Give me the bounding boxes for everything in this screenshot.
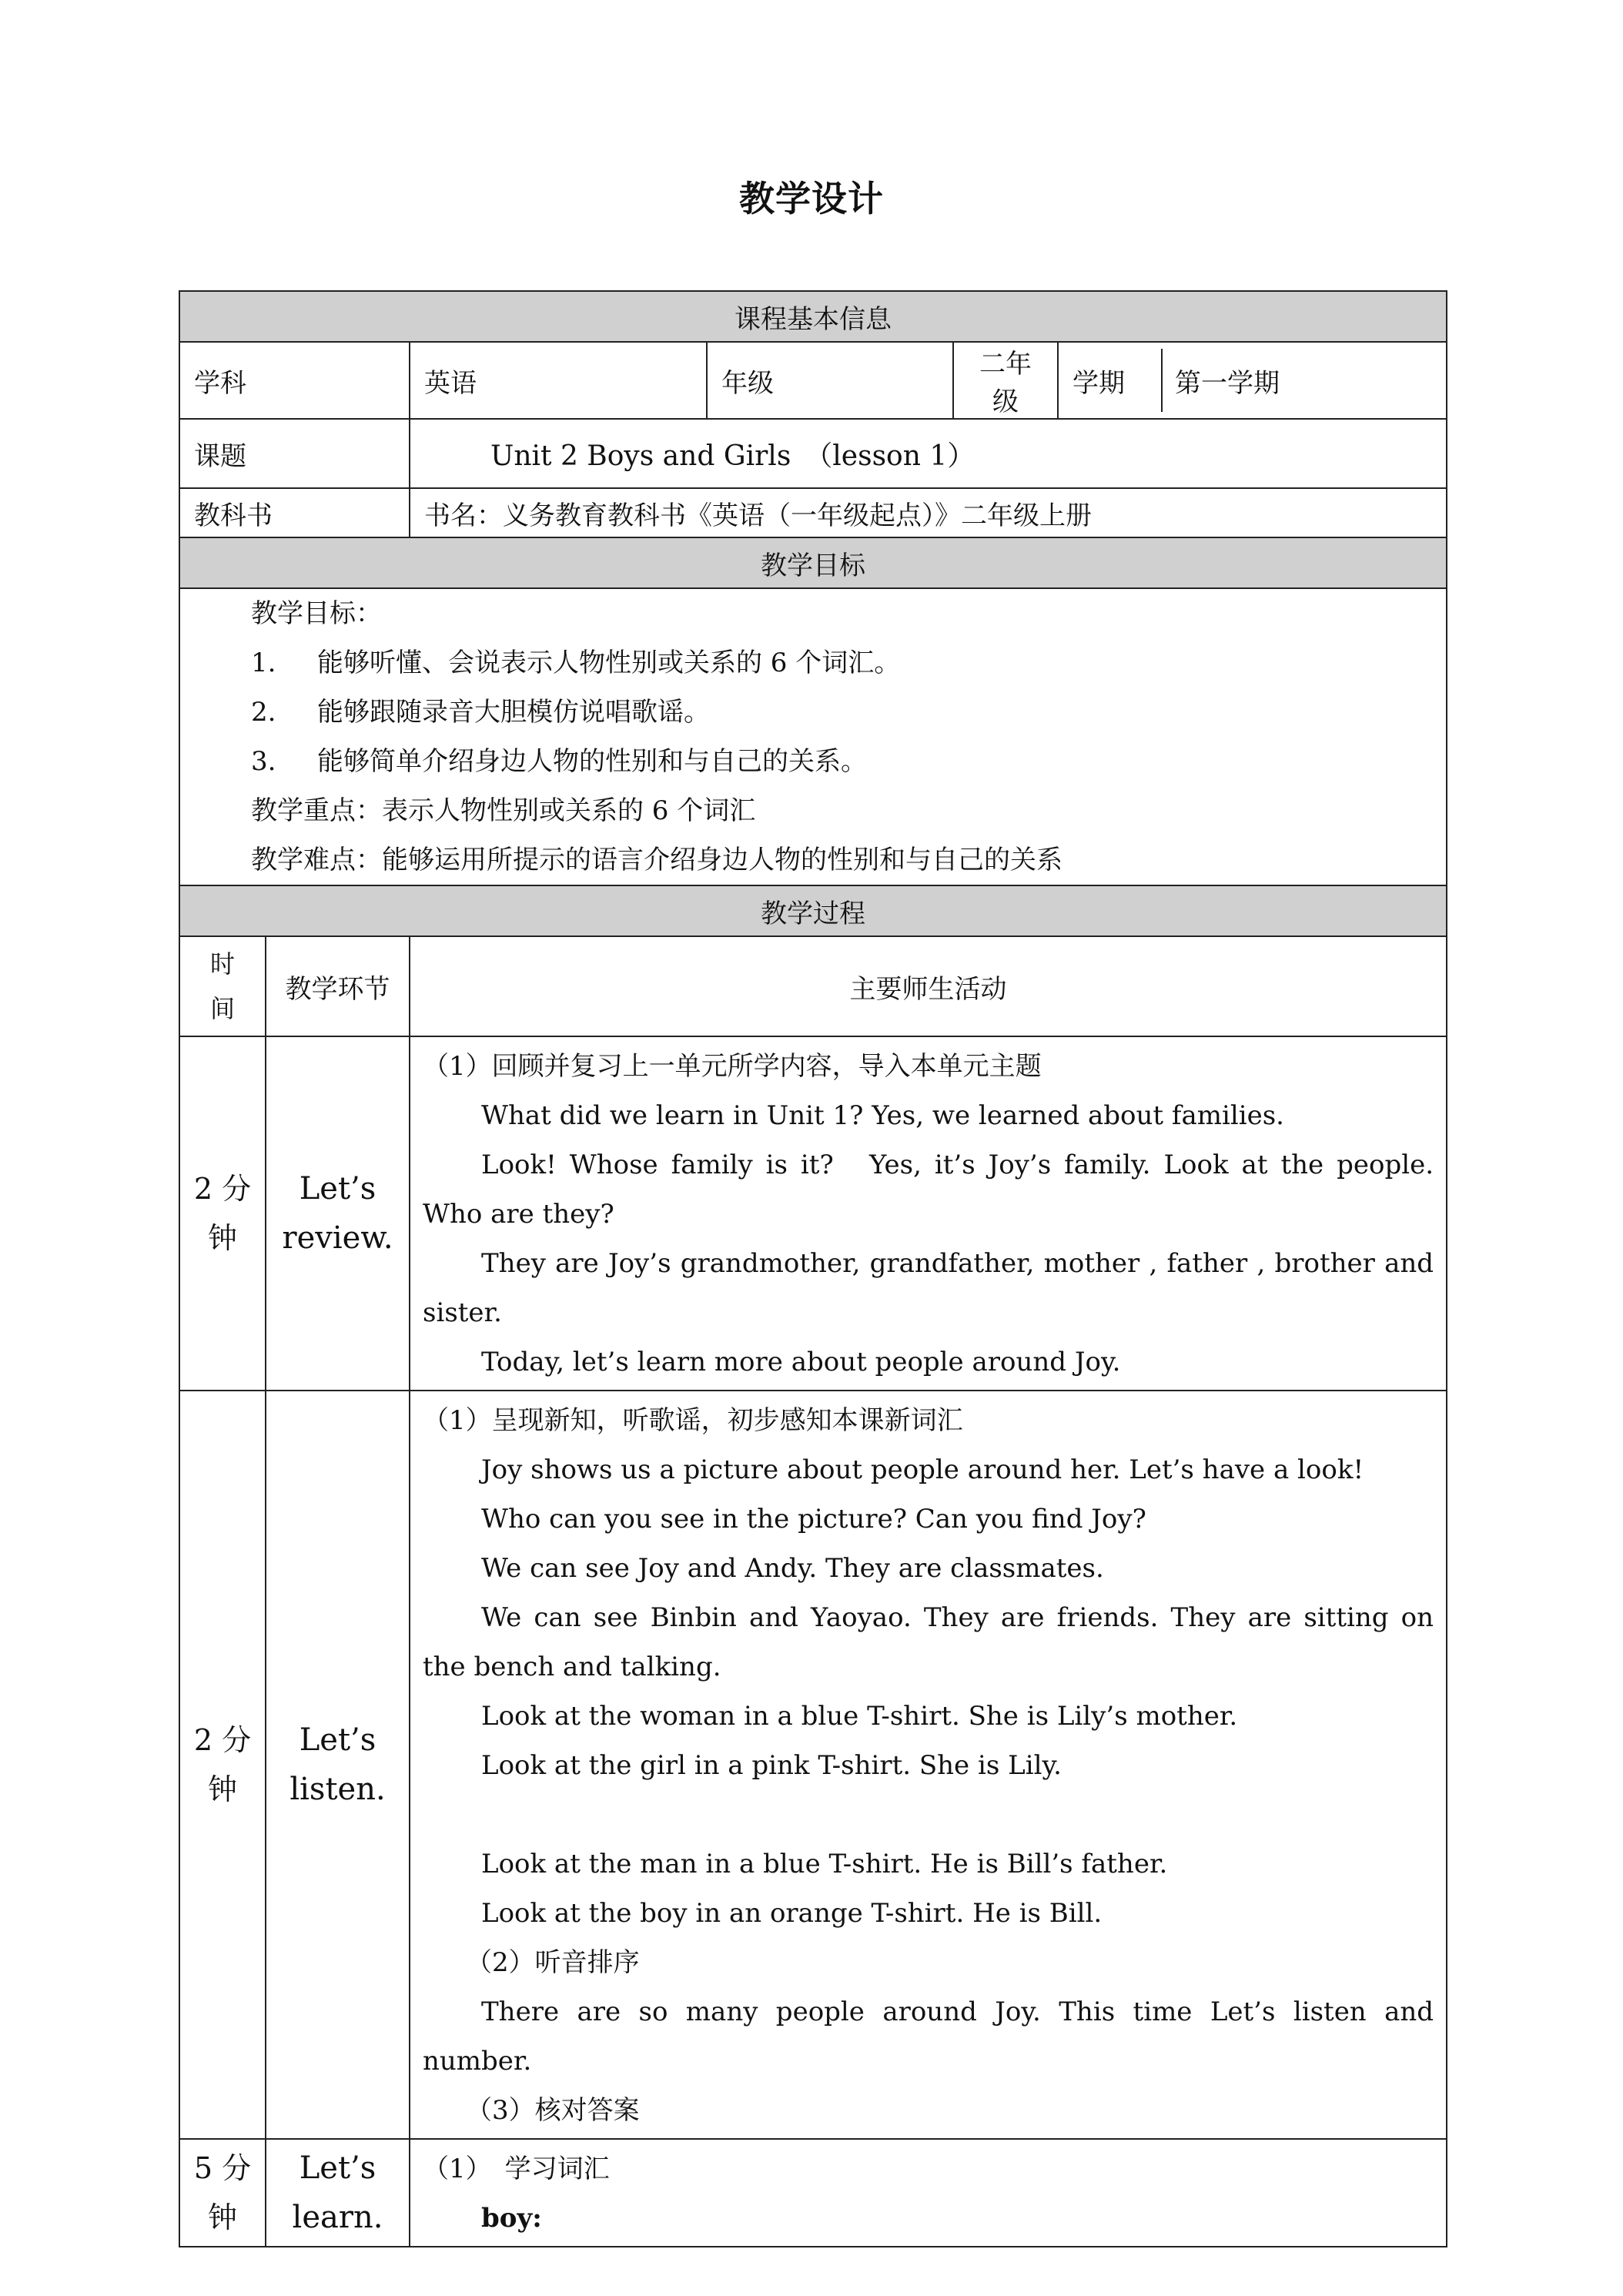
objective-text: 能够听懂、会说表示人物性别或关系的 6 个词汇。 [317,648,901,678]
activity-cell [410,1036,1447,1391]
activity-line: （1）回顾并复习上一单元所学内容，导入本单元主题 [423,1051,1042,1082]
activity-line: Who can you see in the picture? Can you find Joy? [481,1504,1146,1535]
col-stage-header: 教学环节 [266,936,410,1036]
textbook-value: 书名：义务教育教科书《英语（一年级起点）》二年级上册 [410,488,1447,537]
objectives-intro: 教学目标： [251,598,382,629]
activity-line: There are so many people around Joy. This time Let’s listen and number. [423,1996,1434,2077]
topic-label: 课题 [179,419,410,488]
time-line: 2 分 [193,1723,252,1757]
activity-line: boy: [481,2203,542,2234]
stage-line: listen. [289,1772,386,1807]
time-line: 钟 [207,1221,237,1255]
objective-item [194,737,1432,786]
objectives-body [179,588,1447,885]
objective-number: 1. [251,648,276,678]
lesson-plan-table [179,290,1447,2247]
objective-text: 能够简单介绍身边人物的性别和与自己的关系。 [317,746,867,777]
textbook-row [179,488,1447,537]
term-value: 第一学期 [1175,367,1280,399]
stage-line: learn. [292,2200,383,2235]
basic-info-header: 课程基本信息 [179,291,1447,342]
activity-line: Look at the girl in a pink T-shirt. She is Lily. [481,1750,1062,1781]
activity-line: （3）核对答案 [466,2095,640,2126]
basic-info-header-row [179,291,1447,342]
subject-value: 英语 [410,342,707,419]
activity-line: We can see Joy and Andy. They are classmates. [481,1553,1104,1584]
page-title: 教学设计 [739,178,884,219]
activity-line: （2）听音排序 [466,1947,640,1978]
key-point: 教学重点：表示人物性别或关系的 6 个词汇 [251,795,756,826]
process-row-listen [179,1391,1447,2139]
process-header: 教学过程 [179,885,1447,936]
activity-line: Look at the man in a blue T-shirt. He is Bill’s father. [481,1849,1168,1879]
process-row-review [179,1036,1447,1391]
activity-line: Look at the boy in an orange T-shirt. He is Bill. [481,1898,1103,1929]
activity-line-blank [423,1790,1434,1839]
stage-cell [266,2139,410,2247]
activity-line: Today, let’s learn more about people around Joy. [481,1347,1121,1377]
topic-value: Unit 2 Boys and Girls （lesson 1） [410,419,1447,488]
stage-line: Let’s [299,2150,376,2186]
col-time-header-line: 间 [209,994,235,1023]
stage-line: Let’s [299,1722,376,1758]
objective-text: 能够跟随录音大胆模仿说唱歌谣。 [317,697,710,728]
process-row-learn [179,2139,1447,2247]
col-time-header-line: 时 [209,949,235,979]
objective-number: 3. [251,746,276,777]
activity-line: （1）呈现新知，听歌谣，初步感知本课新词汇 [423,1405,963,1436]
term-label: 学期 [1059,349,1162,412]
time-cell [179,1036,266,1391]
time-line: 钟 [207,1772,237,1806]
stage-line: Let’s [299,1171,376,1207]
grade-label: 年级 [707,342,953,419]
stage-cell [266,1391,410,2139]
activity-line: Joy shows us a picture about people around her. Let’s have a look! [481,1454,1364,1485]
activity-line: They are Joy’s grandmother, grandfather, mother , father , brother and sister. [423,1248,1434,1328]
objective-number: 2. [251,697,276,728]
activity-cell [410,2139,1447,2247]
process-column-header-row [179,936,1447,1036]
time-line: 钟 [207,2201,237,2234]
col-time-header [179,936,266,1036]
topic-row [179,419,1447,488]
stage-line: review. [282,1220,393,1256]
subject-label: 学科 [179,342,410,419]
activity-line: We can see Binbin and Yaoyao. They are friends. They are sitting on the bench and talking. [423,1602,1434,1682]
activity-line: Look! Whose family is it? Yes, it’s Joy’s family. Look at the people. Who are they? [423,1150,1434,1230]
time-cell [179,2139,266,2247]
objectives-row [179,588,1447,885]
activity-line: Look at the woman in a blue T-shirt. She is Lily’s mother. [481,1701,1238,1732]
activity-cell [410,1391,1447,2139]
objectives-header: 教学目标 [179,537,1447,588]
objective-item [194,688,1432,737]
activity-line: What did we learn in Unit 1? Yes, we learned about families. [481,1100,1284,1131]
activity-line: （1） 学习词汇 [423,2154,610,2184]
term-group [1058,342,1447,419]
textbook-label: 教科书 [179,488,410,537]
objective-item [194,638,1432,688]
objectives-header-row [179,537,1447,588]
grade-value: 二年级 [979,349,1032,417]
col-activity-header: 主要师生活动 [410,936,1447,1036]
info-row [179,342,1447,419]
time-cell [179,1391,266,2139]
difficulty: 教学难点：能够运用所提示的语言介绍身边人物的性别和与自己的关系 [251,845,1062,875]
stage-cell [266,1036,410,1391]
time-line: 5 分 [193,2151,252,2185]
process-header-row [179,885,1447,936]
grade-term-group [953,342,1058,419]
time-line: 2 分 [193,1172,252,1206]
